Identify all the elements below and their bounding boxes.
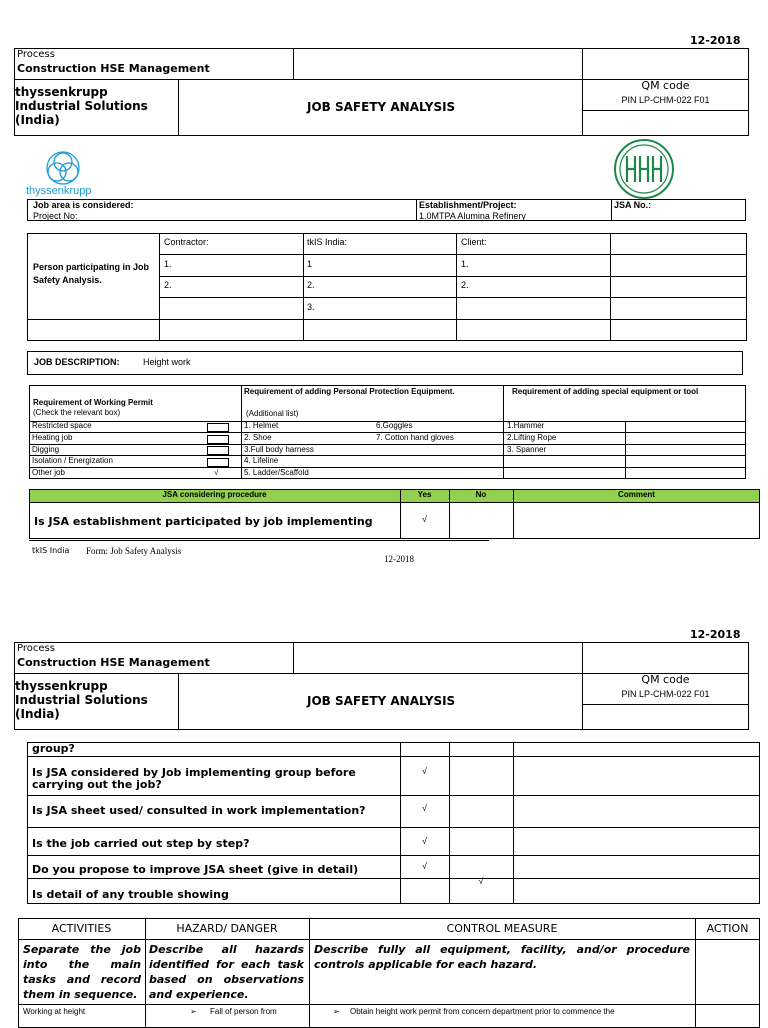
question-2-yes: √ bbox=[422, 766, 427, 776]
thyssenkrupp-logo-text: thyssenkrupp bbox=[26, 185, 92, 197]
question-1-yes: √ bbox=[422, 514, 427, 524]
footer-date: 12-2018 bbox=[384, 554, 414, 564]
permit-other-job: Other job bbox=[32, 468, 65, 477]
jsa-no-label: JSA No.: bbox=[614, 200, 652, 210]
tkis-3: 3. bbox=[307, 302, 315, 312]
date-label-2: 12-2018 bbox=[690, 628, 741, 641]
ppe-item-6: 6.Goggles bbox=[376, 421, 413, 430]
participants-table bbox=[27, 233, 747, 341]
tkis-header: tkIS India: bbox=[307, 237, 348, 247]
digging-checkbox[interactable] bbox=[207, 446, 229, 455]
qm-code-label: QM code bbox=[641, 79, 690, 92]
hazard-header: HAZARD/ DANGER bbox=[176, 922, 278, 935]
footer-company: tkIS India bbox=[32, 546, 70, 555]
isolation-checkbox[interactable] bbox=[207, 458, 229, 467]
control-1: Obtain height work permit from concern department prior to commence the bbox=[350, 1007, 615, 1016]
participants-label: Person participating in Job Safety Analysis. bbox=[33, 262, 150, 285]
permit-subtitle: (Check the relevant box) bbox=[33, 408, 121, 417]
company-name: thyssenkrupp Industrial Solutions (India) bbox=[15, 85, 148, 127]
process-value: Construction HSE Management bbox=[17, 62, 210, 75]
tkis-2: 2. bbox=[307, 280, 315, 290]
question-1: Is JSA establishment participated by job implementing bbox=[34, 515, 373, 528]
question-5: Do you propose to improve JSA sheet (give in detail) bbox=[32, 863, 359, 876]
job-description-row bbox=[27, 351, 743, 375]
job-description-value: Height work bbox=[143, 357, 191, 367]
action-header: ACTION bbox=[706, 922, 749, 935]
permit-title: Requirement of Working Permit bbox=[33, 398, 153, 407]
qm-code-value-2: PIN LP-CHM-022 F01 bbox=[621, 689, 710, 699]
company-name-2: thyssenkrupp Industrial Solutions (India) bbox=[15, 679, 148, 721]
control-measure-header: CONTROL MEASURE bbox=[446, 922, 558, 935]
other-job-check[interactable]: √ bbox=[214, 468, 219, 477]
ppe-item-4: 4. Lifeline bbox=[244, 456, 279, 465]
thyssenkrupp-logo-icon bbox=[42, 150, 84, 186]
question-group: group? bbox=[32, 742, 75, 755]
ppe-title: Requirement of adding Personal Protection Equipment. bbox=[244, 387, 455, 396]
process-label-2: Process bbox=[17, 643, 55, 654]
tool-item-3: 3. Spanner bbox=[507, 445, 547, 454]
hazard-bullet: ➢ bbox=[190, 1007, 197, 1016]
activity-1: Working at height bbox=[23, 1007, 86, 1016]
question-4-yes: √ bbox=[422, 836, 427, 846]
footer-form: Form: Job Safety Analysis bbox=[86, 546, 182, 556]
no-header: No bbox=[475, 490, 487, 499]
ppe-item-3: 3.Full body harness bbox=[244, 445, 314, 454]
ppe-subtitle: (Additional list) bbox=[246, 409, 299, 418]
tool-item-2: 2.Lifting Rope bbox=[507, 433, 557, 442]
job-description-label: JOB DESCRIPTION: bbox=[34, 357, 120, 367]
special-tools-title: Requirement of adding special equipment or tool bbox=[512, 387, 699, 396]
activities-description: Separate the job into the main tasks and record them in sequence. bbox=[23, 943, 141, 1001]
question-3: Is JSA sheet used/ consulted in work implementation? bbox=[32, 804, 366, 817]
contractor-2: 2. bbox=[164, 280, 172, 290]
restricted-space-checkbox[interactable] bbox=[207, 423, 229, 432]
ppe-item-1: 1. Helmet bbox=[244, 421, 279, 430]
ppe-item-7: 7. Cotton hand gloves bbox=[376, 433, 454, 442]
activities-header: ACTIVITIES bbox=[51, 922, 112, 935]
qm-code-label-2: QM code bbox=[641, 673, 690, 686]
control-description: Describe fully all equipment, facility, and/or procedure controls applicable for each hazard. bbox=[314, 943, 690, 971]
establishment-value: 1.0MTPA Alumina Refinery bbox=[419, 211, 526, 221]
client-2: 2. bbox=[461, 280, 469, 290]
client-1: 1. bbox=[461, 259, 469, 269]
tkis-1: 1 bbox=[307, 259, 313, 269]
procedure-header: JSA considering procedure bbox=[162, 490, 267, 499]
control-bullet: ➢ bbox=[333, 1007, 340, 1016]
question-6-no: √ bbox=[478, 876, 484, 886]
tool-item-1: 1.Hammer bbox=[507, 421, 545, 430]
hazard-1: Fall of person from bbox=[210, 1007, 277, 1016]
hazard-description: Describe all hazards identified for each task based on observations and experience. bbox=[149, 943, 304, 1001]
contractor-1: 1. bbox=[164, 259, 172, 269]
question-4: Is the job carried out step by step? bbox=[32, 837, 250, 850]
permit-digging: Digging bbox=[32, 445, 60, 454]
heating-job-checkbox[interactable] bbox=[207, 435, 229, 444]
client-header: Client: bbox=[461, 237, 487, 247]
project-no-label: Project No: bbox=[33, 211, 78, 221]
process-label: Process bbox=[17, 49, 55, 60]
qm-code-value: PIN LP-CHM-022 F01 bbox=[621, 95, 710, 105]
permit-isolation: Isolation / Energization bbox=[32, 456, 113, 465]
question-6: Is detail of any trouble showing bbox=[32, 888, 229, 901]
question-3-yes: √ bbox=[422, 803, 427, 813]
permit-heating-job: Heating job bbox=[32, 433, 73, 442]
establishment-label: Establishment/Project: bbox=[419, 200, 517, 210]
permit-restricted-space: Restricted space bbox=[32, 421, 92, 430]
question-2: Is JSA considered by Job implementing group before carrying out the job? bbox=[32, 766, 356, 791]
yes-header: Yes bbox=[417, 490, 432, 499]
ppe-item-5: 5. Ladder/Scaffold bbox=[244, 468, 309, 477]
page-title: JOB SAFETY ANALYSIS bbox=[307, 100, 456, 114]
contractor-header: Contractor: bbox=[164, 237, 209, 247]
question-5-yes: √ bbox=[422, 861, 427, 871]
process-value-2: Construction HSE Management bbox=[17, 656, 210, 669]
job-area-label: Job area is considered: bbox=[33, 200, 134, 210]
ppe-item-2: 2. Shoe bbox=[244, 433, 272, 442]
date-label: 12-2018 bbox=[690, 34, 741, 47]
client-seal-icon bbox=[613, 138, 675, 200]
comment-header: Comment bbox=[618, 490, 655, 499]
page-title-2: JOB SAFETY ANALYSIS bbox=[307, 694, 456, 708]
